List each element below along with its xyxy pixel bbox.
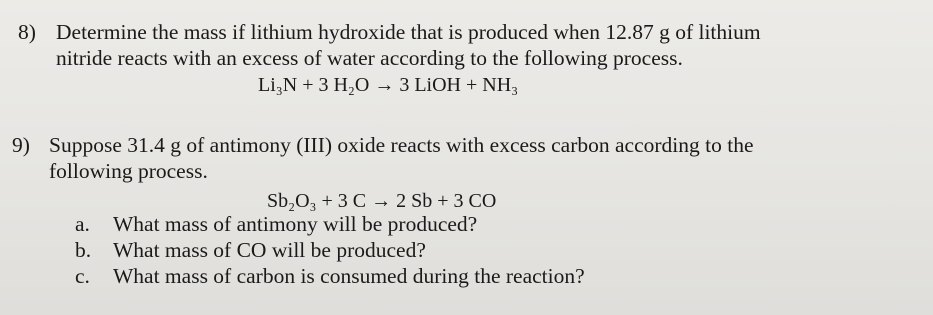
q8-equation-text: Li₃N + 3 H₂O → 3 LiOH + NH₃ xyxy=(258,74,519,96)
q9-part-c-letter: c. xyxy=(75,264,90,288)
q9-line2 xyxy=(49,159,208,183)
q9-line1-text: Suppose 31.4 g of antimony (III) oxide reacts with excess carbon according to the xyxy=(49,133,754,157)
q9-number-label: 9) xyxy=(12,133,30,157)
q8-line1-text: Determine the mass if lithium hydroxide that is produced when 12.87 g of lithium xyxy=(56,20,761,44)
q8-number xyxy=(18,20,36,44)
q9-equation-text: Sb₂O₃ + 3 C → 2 Sb + 3 CO xyxy=(267,190,497,212)
q8-number-label: 8) xyxy=(18,20,36,44)
q8-line1 xyxy=(56,20,761,44)
q9-part-c-text: What mass of carbon is consumed during the reaction? xyxy=(113,264,585,288)
q8-line2-text: nitride reacts with an excess of water according to the following process. xyxy=(56,46,683,70)
q9-line2-text: following process. xyxy=(49,159,208,183)
q9-equation xyxy=(267,189,496,213)
q8-line2 xyxy=(56,46,683,70)
q9-number xyxy=(12,133,30,157)
q9-part-b-letter: b. xyxy=(75,238,92,262)
q9-line1 xyxy=(49,133,754,157)
q9-part-a-letter: a. xyxy=(75,212,90,236)
q8-equation xyxy=(258,73,518,97)
q9-part-a-text: What mass of antimony will be produced? xyxy=(113,212,478,236)
q9-part-b-text: What mass of CO will be produced? xyxy=(113,238,426,262)
